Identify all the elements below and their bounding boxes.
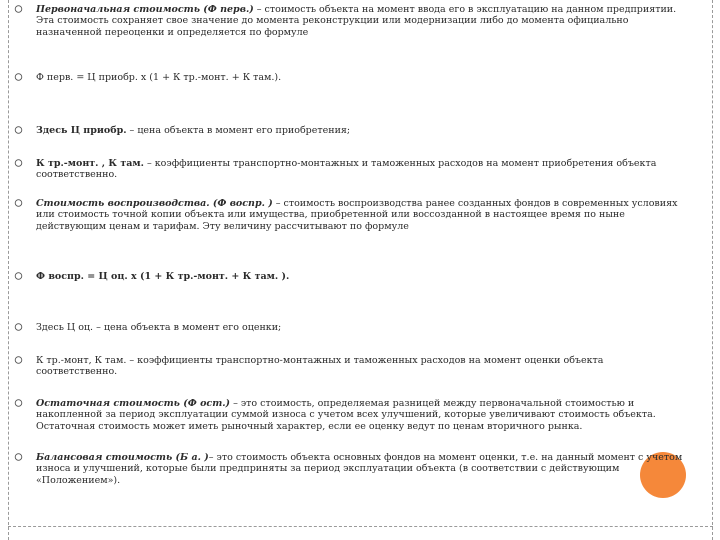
item-text: – стоимость воспроизводства ранее созданных фондов в современных условиях или стоимость точной копии объекта или имущества, приобретенной или воссозданной в настоящее время по ныне действующим ценам и тарифам. Эту величину рассчитывают по формуле: [36, 198, 678, 232]
item-text: – стоимость объекта на момент ввода его в эксплуатацию на данном предприятии. Эта стоимость сохраняет свое значение до момента реконструкции или модернизации либо до момента официально назначенной переоценки и определяется по формуле: [36, 4, 677, 38]
item-lead: Первоначальная стоимость (Ф перв.): [36, 4, 254, 15]
circle-bullet-icon: [14, 4, 24, 14]
circle-bullet-icon: [14, 355, 24, 365]
item-text: Ф перв. = Ц приобр. х (1 + К тр.-монт. + К там.).: [36, 72, 282, 83]
item-lead: Стоимость воспроизводства. (Ф воспр. ): [36, 198, 273, 209]
item-lead: Балансовая стоимость (Б а. ): [36, 452, 209, 463]
circle-bullet-icon: [14, 198, 24, 208]
circle-bullet-icon: [14, 271, 24, 281]
item-lead: Остаточная стоимость (Ф ост.): [36, 398, 231, 409]
item-lead: Здесь Ц приобр.: [36, 125, 127, 136]
circle-bullet-icon: [14, 322, 24, 332]
item-lead: К тр.-монт. , К там.: [36, 158, 144, 169]
circle-bullet-icon: [14, 125, 24, 135]
slide-bottom-border: [8, 526, 713, 527]
item-text: К тр.-монт, К там. – коэффициенты транспортно-монтажных и таможенных расходов на момент оценки объекта соответственно.: [36, 355, 604, 378]
item-lead: Ф воспр. = Ц оц. х (1 + К тр.-монт. + К там. ).: [36, 271, 290, 282]
item-text: – это стоимость, определяемая разницей между первоначальной стоимостью и накопленной за период эксплуатации суммой износа с учетом всех улучшений, которые увеличивают стоимость объекта. Остаточная стоимость может иметь рыночный характер, если ее оценку ведут по ценам вторичного рынка.: [36, 398, 656, 432]
item-text: – это стоимость объекта основных фондов на момент оценки, т.е. на данный момент с учетом износа и улучшений, которые были предприняты за период эксплуатации объекта (в соответствии с действующим «Положением»).: [36, 452, 683, 486]
item-text: Здесь Ц оц. – цена объекта в момент его оценки;: [36, 322, 282, 333]
item-text: – коэффициенты транспортно-монтажных и таможенных расходов на момент приобретения объекта соответственно.: [36, 158, 657, 181]
circle-bullet-icon: [14, 72, 24, 82]
item-text: – цена объекта в момент его приобретения;: [126, 125, 351, 136]
circle-bullet-icon: [14, 452, 24, 462]
circle-bullet-icon: [14, 158, 24, 168]
circle-bullet-icon: [14, 398, 24, 408]
